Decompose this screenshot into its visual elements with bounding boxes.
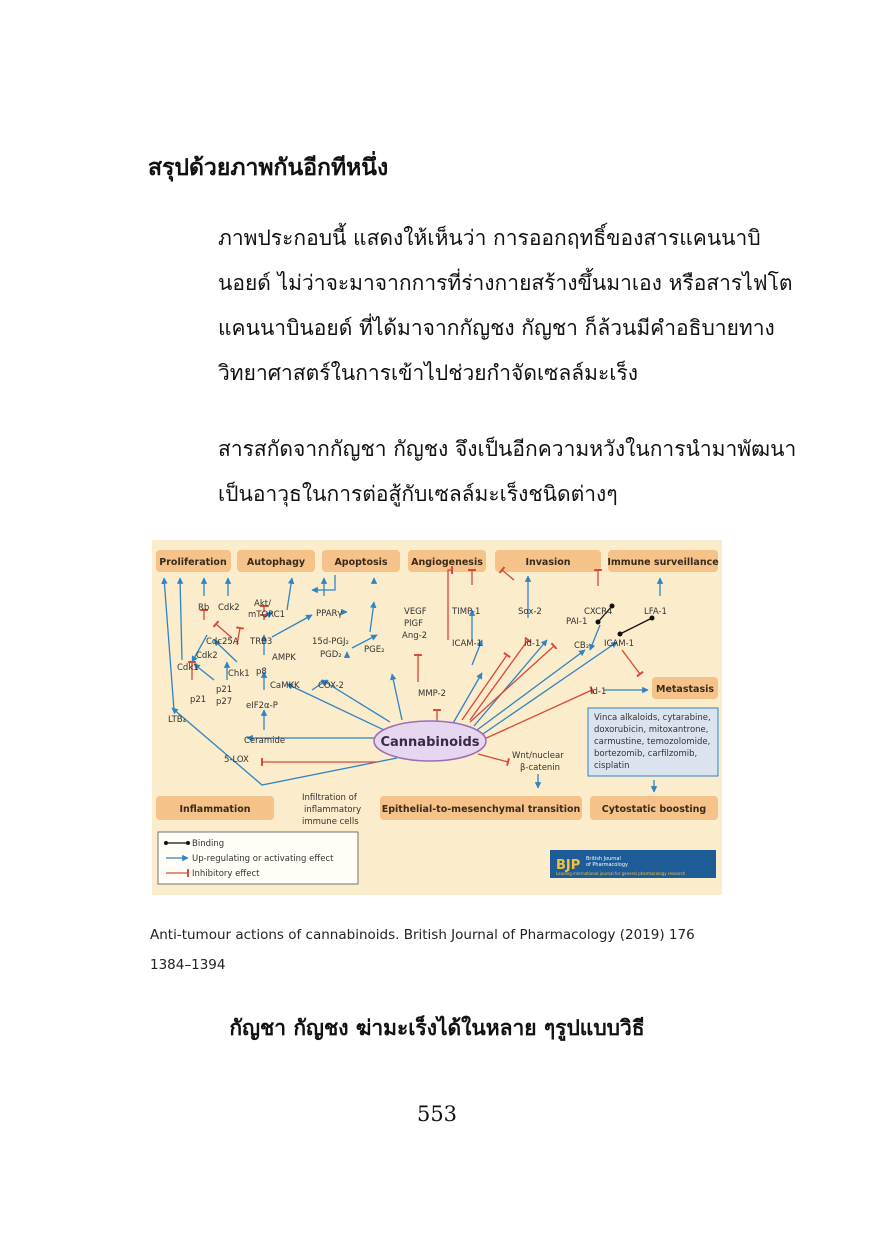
node-akt: Akt/ [254,599,271,609]
node-cox2: COX-2 [318,681,344,691]
box-cytostatic-boosting [590,796,718,820]
svg-text:of Pharmacology: of Pharmacology [586,862,628,868]
node-icam1-right: ICAM-1 [604,639,635,649]
paragraph-1: ภาพประกอบนี้ แสดงให้เห็นว่า การออกฤทธิ์ของสารแคนนาบินอยด์ ไม่ว่าจะมาจากการที่ร่างกายสร้างขึ้นมาเอง หรือสารไฟโตแคนนาบินอยด์ ที่ได้มาจากกัญชง กัญชา ก็ล้วนมีคำอธิบายทางวิทยาศาสตร์ในการเข้าไปช่วยกำจัดเซลล์มะเร็ง [218,226,793,385]
cannabinoids-node [374,721,486,761]
node-lfa1: LFA-1 [644,607,667,617]
node-infiltration-3: immune cells [302,817,359,827]
node-pigf: PlGF [404,619,423,629]
box-invasion [495,550,601,572]
node-trb3: TRB3 [250,637,273,647]
svg-text:Immune surveillance: Immune surveillance [607,557,719,568]
svg-text:Angiogenesis: Angiogenesis [411,557,483,568]
bjp-logo [550,850,716,878]
svg-text:Epithelial-to-mesenchymal tran: Epithelial-to-mesenchymal transition [381,804,581,815]
svg-text:Cannabinoids: Cannabinoids [380,735,480,750]
svg-text:Cytostatic boosting: Cytostatic boosting [601,804,707,815]
box-metastasis [652,677,718,699]
node-cdc25a: Cdc25A [206,637,239,647]
svg-text:Vinca alkaloids, cytarabine,: Vinca alkaloids, cytarabine, [594,713,711,723]
node-cdk2-top: Cdk2 [218,603,240,613]
node-p21-left: p21 [190,695,207,705]
node-rb: Rb [198,603,210,613]
legend-inhibit: Inhibitory effect [192,869,260,879]
box-autophagy [237,550,315,572]
node-sox2: Sox-2 [518,607,542,617]
legend-binding: Binding [192,839,225,849]
node-wnt: Wnt/nuclear [512,751,564,761]
svg-text:Apoptosis: Apoptosis [334,557,388,568]
node-eif2a: eIF2α-P [246,701,278,711]
legend-up: Up-regulating or activating effect [192,854,334,864]
box-inflammation [156,796,274,820]
node-ang2: Ang-2 [402,631,428,641]
node-ltb4: LTB₄ [168,715,186,725]
node-beta-catenin: β-catenin [520,763,561,773]
node-5-lox: 5-LOX [224,755,249,765]
svg-text:Proliferation: Proliferation [159,557,227,568]
node-infiltration-1: Infiltration of [302,793,357,803]
paragraph-2: สารสกัดจากกัญชา กัญชง จึงเป็นอีกความหวังในการนำมาพัฒนาเป็นอาวุธในการต่อสู้กับเซลล์มะเร็งชนิดต่างๆ [218,437,797,506]
node-cdk1: Cdk1 [177,663,199,673]
node-p8: p8 [256,667,267,677]
node-pgd2: PGD₂ [320,650,342,660]
svg-text:Metastasis: Metastasis [655,684,715,695]
node-vegf: VEGF [404,607,427,617]
node-cdk2: Cdk2 [196,651,218,661]
box-apoptosis [322,550,400,572]
node-ceramide: Ceramide [244,736,286,746]
svg-text:Leading international journal: Leading international journal for general pharmacology research [556,871,686,876]
node-camkk: CaMKK [270,681,300,691]
node-cb2: CB₂ [574,641,590,651]
svg-text:British Journal: British Journal [586,856,621,862]
section-heading: สรุปด้วยภาพกันอีกทีหนึ่ง [148,155,389,181]
node-icam1-left: ICAM-1 [452,639,483,649]
svg-text:carmustine, temozolomide,: carmustine, temozolomide, [594,737,711,747]
node-ampk: AMPK [272,653,296,663]
svg-text:doxorubicin, mitoxantrone,: doxorubicin, mitoxantrone, [594,725,709,735]
svg-text:Invasion: Invasion [525,557,571,568]
sub-heading: กัญชา กัญชง ฆ่ามะเร็งได้ในหลาย ๆรูปแบบวิธี [229,1016,645,1040]
box-angiogenesis [408,550,486,572]
node-id1-right: Id-1 [590,687,607,697]
svg-text:Inflammation: Inflammation [179,804,251,815]
figure-caption: Anti-tumour actions of cannabinoids. British Journal of Pharmacology (2019) 176 1384–1394 [150,927,695,973]
page-number: 553 [416,1102,458,1126]
legend [158,832,358,884]
node-pge2: PGE₂ [364,645,385,655]
box-proliferation [156,550,231,572]
node-timp1: TIMP-1 [452,607,481,617]
svg-text:BJP: BJP [556,858,581,873]
node-infiltration-2: inflammatory [304,805,362,815]
node-p27: p27 [216,697,233,707]
node-chk1: Chk1 [228,669,250,679]
node-mtorc1: mTORC1 [248,610,285,620]
anti-tumour-diagram [152,540,722,895]
svg-text:Autophagy: Autophagy [246,557,306,568]
box-emt [380,796,582,820]
drug-list-box [588,708,718,776]
node-p21-right: p21 [216,685,233,695]
node-mmp2: MMP-2 [418,689,447,699]
svg-text:cisplatin: cisplatin [594,761,630,771]
svg-text:bortezomib, carfilzomib,: bortezomib, carfilzomib, [594,749,698,759]
node-id1-top: Id-1 [524,639,541,649]
box-immune-surveillance [607,550,718,572]
node-15d-pgj2: 15d-PGJ₂ [312,637,349,647]
node-cxcr4: CXCR4 [584,607,613,617]
node-ppar: PPARγ [316,609,343,619]
node-pai1: PAI-1 [566,617,588,627]
